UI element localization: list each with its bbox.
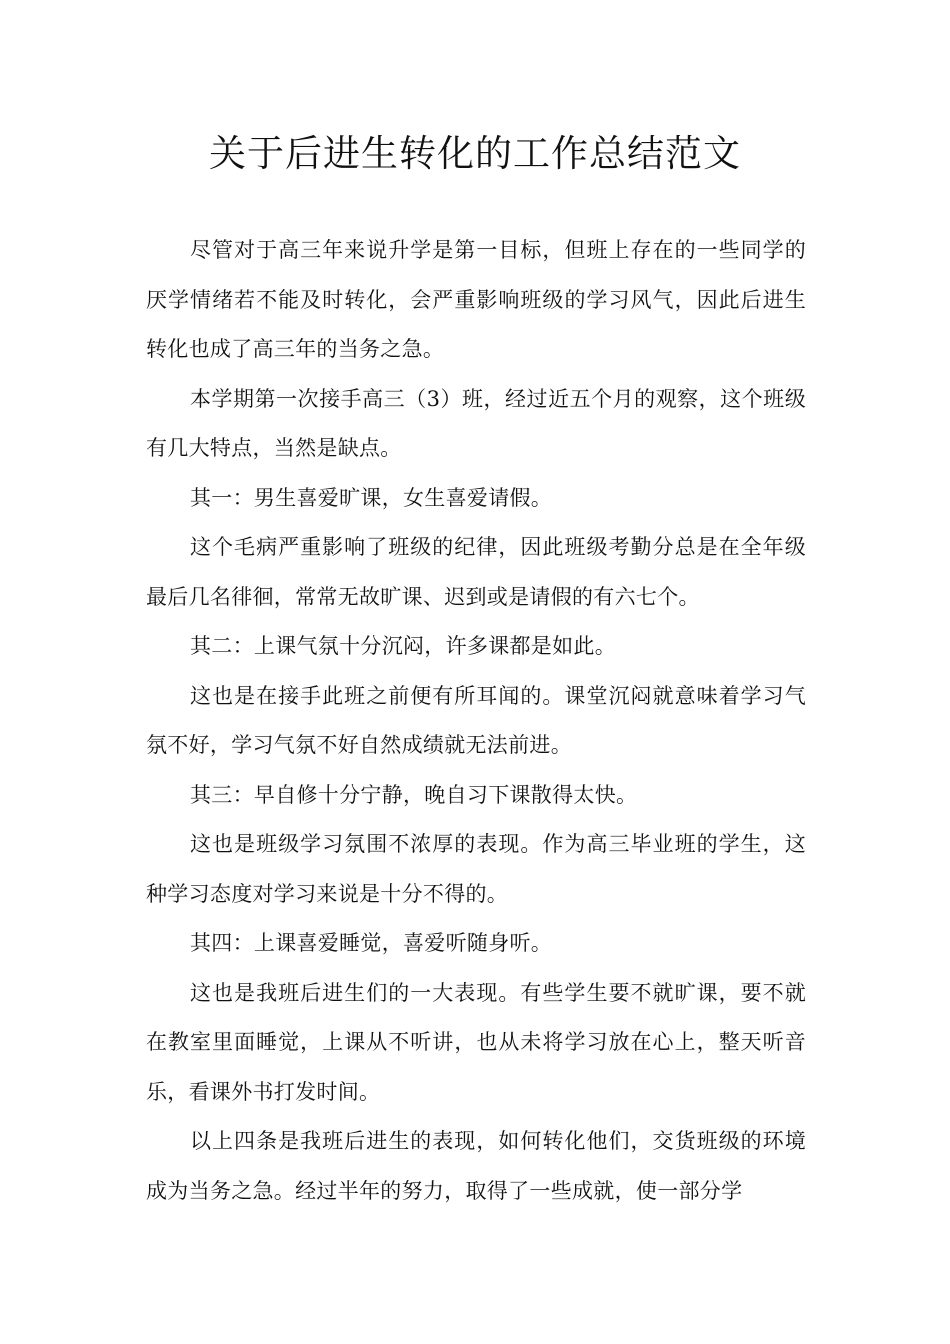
paragraph-point-3: 其三：早自修十分宁静，晚自习下课散得太快。 — [190, 782, 638, 807]
paragraph-conclusion: 以上四条是我班后进生的表现，如何转化他们，交货班级的环境成为当务之急。经过半年的努力，取得了一些成就，使一部分学 — [146, 1129, 806, 1203]
paragraph-point-3-detail: 这也是班级学习氛围不浓厚的表现。作为高三毕业班的学生，这种学习态度对学习来说是十分不得的。 — [146, 832, 806, 906]
paragraph-point-4: 其四：上课喜爱睡觉，喜爱听随身听。 — [190, 931, 553, 955]
document-title: 关于后进生转化的工作总结范文 — [209, 132, 741, 175]
paragraph-point-2-detail: 这也是在接手此班之前便有所耳闻的。课堂沉闷就意味着学习气氛不好，学习气氛不好自然成绩就无法前进。 — [146, 683, 806, 757]
paragraph-class-overview: 本学期第一次接手高三（3）班，经过近五个月的观察，这个班级有几大特点，当然是缺点。 — [146, 386, 806, 460]
paragraph-intro: 尽管对于高三年来说升学是第一目标，但班上存在的一些同学的厌学情绪若不能及时转化，会严重影响班级的学习风气，因此后进生转化也成了高三年的当务之急。 — [146, 238, 806, 361]
paragraph-point-1: 其一：男生喜爱旷课，女生喜爱请假。 — [190, 485, 553, 510]
paragraph-point-1-detail: 这个毛病严重影响了班级的纪律，因此班级考勤分总是在全年级最后几名徘徊，常常无故旷课、迟到或是请假的有六七个。 — [146, 535, 806, 609]
paragraph-point-2: 其二：上课气氛十分沉闷，许多课都是如此。 — [190, 634, 616, 658]
document-body — [146, 226, 806, 1216]
paragraph-point-4-detail: 这也是我班后进生们的一大表现。有些学生要不就旷课，要不就在教室里面睡觉，上课从不听讲，也从未将学习放在心上，整天听音乐，看课外书打发时间。 — [146, 980, 806, 1104]
